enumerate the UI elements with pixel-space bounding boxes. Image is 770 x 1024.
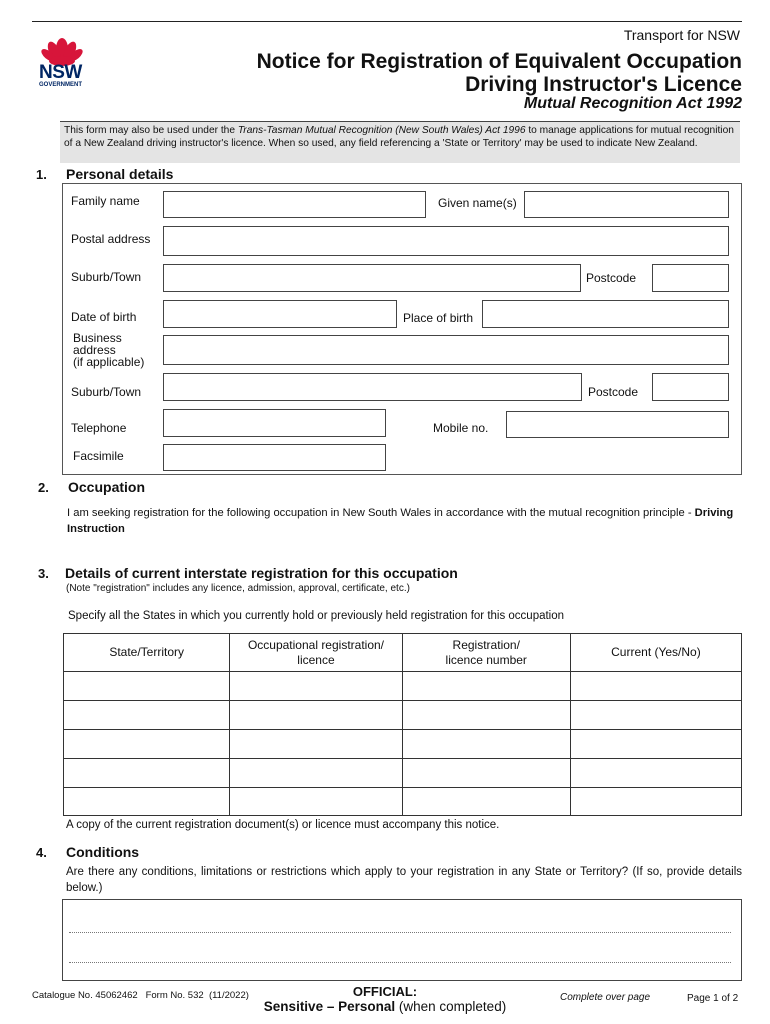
place-of-birth-field[interactable] xyxy=(482,300,729,328)
family-name-label: Family name xyxy=(71,194,140,208)
section4-number: 4. xyxy=(36,845,47,860)
table-cell[interactable] xyxy=(64,672,230,701)
table-cell[interactable] xyxy=(402,672,570,701)
business-address-label-line1: Business xyxy=(73,331,122,345)
business-address-label-line3: (if applicable) xyxy=(73,355,145,369)
col-header-text: Current (Yes/No) xyxy=(611,645,701,659)
table-cell[interactable] xyxy=(64,759,230,788)
conditions-line xyxy=(69,932,731,933)
table-cell[interactable] xyxy=(230,788,402,816)
nsw-government-logo xyxy=(36,35,92,91)
table-cell[interactable] xyxy=(230,701,402,730)
table-cell[interactable] xyxy=(402,759,570,788)
table-row xyxy=(64,730,742,759)
table-cell[interactable] xyxy=(402,701,570,730)
logo-subtext: GOVERNMENT xyxy=(39,82,83,88)
table-row xyxy=(64,672,742,701)
table-cell[interactable] xyxy=(64,701,230,730)
section3-footer-note: A copy of the current registration document(s) or licence must accompany this notice. xyxy=(66,819,500,831)
date-of-birth-label: Date of birth xyxy=(71,310,137,324)
intro-act-name: Trans-Tasman Mutual Recognition (New South Wales) Act 1996 xyxy=(237,125,526,136)
family-name-field[interactable] xyxy=(163,191,426,218)
table-cell[interactable] xyxy=(64,788,230,816)
page-title-line2: Driving Instructor's Licence xyxy=(465,73,742,96)
intro-text-after: to manage applications for mutual recognition of a New Zealand driving instructor's licence. When so used, any field referencing a 'State or Territory' may be used to indicate New Zealand. xyxy=(64,125,734,149)
given-names-field[interactable] xyxy=(524,191,729,218)
table-cell[interactable] xyxy=(230,759,402,788)
section1-title: Personal details xyxy=(66,166,174,182)
table-cell[interactable] xyxy=(570,759,741,788)
section4-question: Are there any conditions, limitations or restrictions which apply to your registration in any State or Territory? (If so, provide details below.) xyxy=(66,866,742,894)
mobile-field[interactable] xyxy=(506,411,729,438)
business-address-field[interactable] xyxy=(163,335,729,365)
mobile-label: Mobile no. xyxy=(433,421,489,435)
section4-title: Conditions xyxy=(66,844,140,860)
page-title: Notice for Registration of Equivalent Occupation xyxy=(256,50,742,73)
page-number: Page 1 of 2 xyxy=(687,993,739,1004)
postal-address-label: Postal address xyxy=(71,232,151,246)
section3-title: Details of current interstate registration for this occupation xyxy=(65,565,458,581)
business-address-label xyxy=(73,332,144,368)
suburb-town-field[interactable] xyxy=(163,264,581,292)
postcode-field[interactable] xyxy=(652,264,729,292)
form-number: Form No. 532 xyxy=(145,990,204,1001)
section2-number: 2. xyxy=(38,480,49,495)
table-cell[interactable] xyxy=(402,788,570,816)
table-cell[interactable] xyxy=(570,788,741,816)
occupation-statement xyxy=(67,505,737,537)
business-address-label-line2: address xyxy=(73,343,116,357)
col-header-text: Occupational registration/ xyxy=(247,637,385,652)
postal-address-field[interactable] xyxy=(163,226,729,256)
suburb-town-2-label: Suburb/Town xyxy=(71,385,142,399)
col-registration-number xyxy=(402,634,570,672)
table-cell[interactable] xyxy=(570,730,741,759)
table-row xyxy=(64,701,742,730)
catalogue-number: Catalogue No. 45062462 xyxy=(32,990,138,1001)
occupation-text: I am seeking registration for the following occupation in New South Wales in accordance with the mutual recognition principle - xyxy=(67,507,695,519)
section3-instruction: Specify all the States in which you currently hold or previously held registration for this occupation xyxy=(68,610,565,622)
col-header-text: State/Territory xyxy=(109,645,185,659)
col-current xyxy=(570,634,741,672)
complete-over-page: Complete over page xyxy=(560,992,651,1003)
conditions-line xyxy=(69,962,731,963)
registration-table xyxy=(63,633,742,816)
col-header-text: licence number xyxy=(445,652,527,667)
section1-number: 1. xyxy=(36,167,47,182)
section2-title: Occupation xyxy=(68,479,146,495)
suburb-town-2-field[interactable] xyxy=(163,373,582,401)
table-cell[interactable] xyxy=(570,672,741,701)
place-of-birth-label: Place of birth xyxy=(403,311,474,325)
postcode-2-field[interactable] xyxy=(652,373,729,401)
section3-note: (Note "registration" includes any licence, admission, approval, certificate, etc.) xyxy=(66,583,410,594)
table-cell[interactable] xyxy=(230,672,402,701)
form-date: (11/2022) xyxy=(208,990,249,1001)
page-subtitle: Mutual Recognition Act 1992 xyxy=(523,95,742,112)
col-header-text: licence xyxy=(297,652,335,667)
col-state-territory xyxy=(64,634,230,672)
sensitive-label: Sensitive – Personal xyxy=(263,999,396,1014)
table-cell[interactable] xyxy=(230,730,402,759)
col-occupational-registration xyxy=(230,634,402,672)
table-header-row xyxy=(64,634,742,672)
official-label: OFFICIAL: xyxy=(352,984,418,999)
table-cell[interactable] xyxy=(64,730,230,759)
section3-number: 3. xyxy=(38,566,49,581)
facsimile-field[interactable] xyxy=(163,444,386,471)
table-cell[interactable] xyxy=(402,730,570,759)
agency-name: Transport for NSW xyxy=(623,27,740,43)
table-row xyxy=(64,788,742,816)
facsimile-label: Facsimile xyxy=(73,449,124,463)
when-completed-label: (when completed) xyxy=(398,999,507,1014)
telephone-label: Telephone xyxy=(71,421,127,435)
given-names-label: Given name(s) xyxy=(438,196,517,210)
top-rule xyxy=(32,21,742,22)
telephone-field[interactable] xyxy=(163,409,386,437)
col-header-text: Registration/ xyxy=(452,637,520,652)
postcode-label: Postcode xyxy=(586,271,637,285)
suburb-town-label: Suburb/Town xyxy=(71,270,142,284)
logo-text: NSW xyxy=(39,62,82,83)
security-classification xyxy=(200,984,570,1015)
table-cell[interactable] xyxy=(570,701,741,730)
table-row xyxy=(64,759,742,788)
conditions-textarea[interactable] xyxy=(62,899,742,981)
occupation-value: Driving Instruction xyxy=(67,507,734,535)
intro-note xyxy=(60,121,740,163)
intro-text-before: This form may also be used under the xyxy=(64,125,238,136)
postcode-2-label: Postcode xyxy=(588,385,639,399)
date-of-birth-field[interactable] xyxy=(163,300,397,328)
sensitive-line xyxy=(200,999,570,1015)
